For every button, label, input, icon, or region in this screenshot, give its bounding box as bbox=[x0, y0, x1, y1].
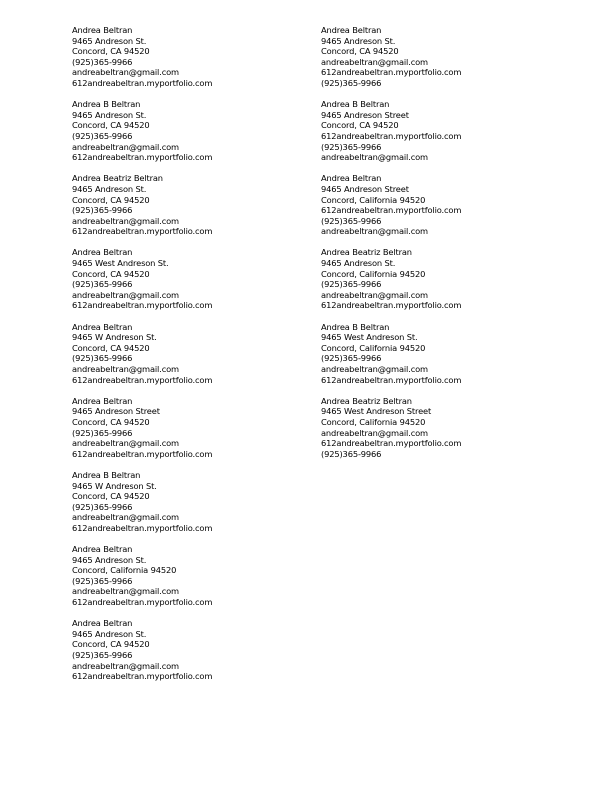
entry-name: Andrea Beltran bbox=[72, 247, 133, 258]
entry-line-5: andreabeltran@gmail.com bbox=[72, 586, 179, 597]
entry-line-6: andreabeltran@gmail.com bbox=[321, 152, 428, 163]
entry-city: Concord, CA 94520 bbox=[72, 194, 150, 205]
address-entry bbox=[72, 470, 312, 534]
entry-line-4: (925)365-9966 bbox=[72, 501, 133, 512]
entry-line-4: (925)365-9966 bbox=[72, 575, 133, 586]
entry-name: Andrea Beltran bbox=[72, 25, 133, 35]
entry-line-4: andreabeltran@gmail.com bbox=[321, 56, 428, 67]
entry-line-4: (925)365-9966 bbox=[72, 353, 133, 364]
address-entry bbox=[72, 544, 312, 608]
entry-street: 9465 Andreson St. bbox=[321, 258, 396, 269]
entry-line-6: 612andreabeltran.myportfolio.com bbox=[72, 597, 213, 608]
entry-line-5: andreabeltran@gmail.com bbox=[72, 289, 179, 300]
entry-street: 9465 Andreson Street bbox=[321, 109, 409, 120]
address-entry bbox=[72, 618, 312, 682]
entry-line-4: (925)365-9966 bbox=[321, 353, 382, 364]
entry-street: 9465 Andreson Street bbox=[321, 183, 409, 194]
entry-line-5: andreabeltran@gmail.com bbox=[321, 289, 428, 300]
entry-line-6: 612andreabeltran.myportfolio.com bbox=[321, 374, 462, 385]
entry-city: Concord, CA 94520 bbox=[72, 491, 150, 502]
address-entry bbox=[321, 99, 561, 163]
entry-name: Andrea Beltran bbox=[72, 544, 133, 555]
entry-line-4: (925)365-9966 bbox=[72, 56, 133, 67]
entry-line-5: andreabeltran@gmail.com bbox=[72, 438, 179, 449]
entry-street: 9465 Andreson St. bbox=[72, 554, 147, 565]
entry-line-6: 612andreabeltran.myportfolio.com bbox=[72, 226, 213, 237]
entry-line-5: 612andreabeltran.myportfolio.com bbox=[321, 67, 462, 78]
entry-line-4: 612andreabeltran.myportfolio.com bbox=[321, 130, 462, 141]
entry-line-5: andreabeltran@gmail.com bbox=[72, 660, 179, 671]
entry-line-5: andreabeltran@gmail.com bbox=[321, 364, 428, 374]
address-entry bbox=[72, 99, 312, 163]
address-entry bbox=[321, 173, 561, 237]
entry-street: 9465 West Andreson Street bbox=[321, 406, 432, 417]
entry-name: Andrea Beltran bbox=[72, 321, 133, 332]
entry-line-6: (925)365-9966 bbox=[321, 77, 382, 88]
entry-line-4: 612andreabeltran.myportfolio.com bbox=[321, 205, 462, 216]
entry-line-5: andreabeltran@gmail.com bbox=[72, 67, 179, 78]
entry-city: Concord, CA 94520 bbox=[72, 342, 150, 353]
address-entry bbox=[72, 396, 312, 460]
address-entry bbox=[72, 322, 312, 386]
entry-line-4: (925)365-9966 bbox=[72, 427, 133, 438]
entry-city: Concord, California 94520 bbox=[321, 416, 426, 427]
entry-line-5: andreabeltran@gmail.com bbox=[72, 215, 179, 226]
entry-city: Concord, CA 94520 bbox=[72, 416, 150, 427]
entry-street: 9465 Andreson St. bbox=[321, 35, 396, 46]
entry-line-6: 612andreabeltran.myportfolio.com bbox=[72, 152, 213, 163]
entry-line-6: 612andreabeltran.myportfolio.com bbox=[321, 300, 462, 311]
entry-street: 9465 Andreson St. bbox=[72, 109, 147, 120]
entry-line-5: andreabeltran@gmail.com bbox=[72, 141, 179, 152]
entry-line-6: andreabeltran@gmail.com bbox=[321, 226, 428, 237]
address-entry bbox=[321, 396, 561, 460]
entry-city: Concord, California 94520 bbox=[321, 268, 426, 279]
entry-city: Concord, CA 94520 bbox=[72, 120, 150, 131]
entry-line-4: (925)365-9966 bbox=[72, 279, 133, 290]
address-entry bbox=[321, 247, 561, 311]
entry-line-6: 612andreabeltran.myportfolio.com bbox=[72, 448, 213, 459]
entry-city: Concord, CA 94520 bbox=[72, 268, 150, 279]
entry-street: 9465 W Andreson St. bbox=[72, 480, 157, 491]
entry-name: Andrea Beltran bbox=[321, 173, 382, 184]
entry-line-5: andreabeltran@gmail.com bbox=[72, 364, 179, 374]
entry-line-6: 612andreabeltran.myportfolio.com bbox=[72, 671, 213, 682]
entry-line-4: (925)365-9966 bbox=[321, 279, 382, 290]
entry-city: Concord, California 94520 bbox=[321, 342, 426, 353]
address-entry bbox=[321, 25, 561, 89]
address-entry bbox=[72, 25, 312, 89]
entry-line-4: (925)365-9966 bbox=[72, 205, 133, 216]
entry-line-6: (925)365-9966 bbox=[321, 448, 382, 459]
entry-line-4: (925)365-9966 bbox=[72, 130, 133, 141]
entry-city: Concord, California 94520 bbox=[72, 565, 177, 576]
entry-line-5: (925)365-9966 bbox=[321, 215, 382, 226]
address-entry bbox=[72, 173, 312, 237]
entry-line-5: andreabeltran@gmail.com bbox=[72, 512, 179, 523]
entry-city: Concord, CA 94520 bbox=[72, 46, 150, 57]
entry-city: Concord, CA 94520 bbox=[321, 120, 399, 131]
entry-line-6: 612andreabeltran.myportfolio.com bbox=[72, 522, 213, 533]
entry-street: 9465 Andreson St. bbox=[72, 35, 147, 46]
entry-name: Andrea Beltran bbox=[72, 395, 133, 406]
right-column bbox=[321, 25, 561, 470]
entry-line-6: 612andreabeltran.myportfolio.com bbox=[72, 374, 213, 385]
entry-street: 9465 West Andreson St. bbox=[321, 332, 418, 343]
entry-name: Andrea B Beltran bbox=[321, 99, 390, 110]
entry-name: Andrea Beatriz Beltran bbox=[321, 247, 412, 258]
entry-street: 9465 West Andreson St. bbox=[72, 258, 169, 269]
entry-line-5: 612andreabeltran.myportfolio.com bbox=[321, 438, 462, 449]
entry-name: Andrea B Beltran bbox=[72, 469, 141, 480]
entry-line-6: 612andreabeltran.myportfolio.com bbox=[72, 300, 213, 311]
entry-street: 9465 Andreson St. bbox=[72, 628, 147, 639]
entry-city: Concord, California 94520 bbox=[321, 194, 426, 205]
entry-city: Concord, CA 94520 bbox=[321, 46, 399, 57]
entry-name: Andrea B Beltran bbox=[321, 321, 390, 332]
entry-street: 9465 Andreson Street bbox=[72, 406, 160, 417]
entry-line-6: 612andreabeltran.myportfolio.com bbox=[72, 77, 213, 88]
entry-line-5: (925)365-9966 bbox=[321, 141, 382, 152]
entry-line-4: (925)365-9966 bbox=[72, 650, 133, 661]
entry-city: Concord, CA 94520 bbox=[72, 639, 150, 650]
entry-line-4: andreabeltran@gmail.com bbox=[321, 427, 428, 438]
entry-name: Andrea Beltran bbox=[321, 25, 382, 35]
left-column bbox=[72, 25, 312, 692]
entry-street: 9465 Andreson St. bbox=[72, 183, 147, 194]
entry-name: Andrea Beatriz Beltran bbox=[321, 395, 412, 406]
address-entry bbox=[321, 322, 561, 386]
entry-name: Andrea Beatriz Beltran bbox=[72, 173, 163, 184]
entry-name: Andrea B Beltran bbox=[72, 99, 141, 110]
entry-street: 9465 W Andreson St. bbox=[72, 332, 157, 343]
entry-name: Andrea Beltran bbox=[72, 618, 133, 629]
address-entry bbox=[72, 247, 312, 311]
